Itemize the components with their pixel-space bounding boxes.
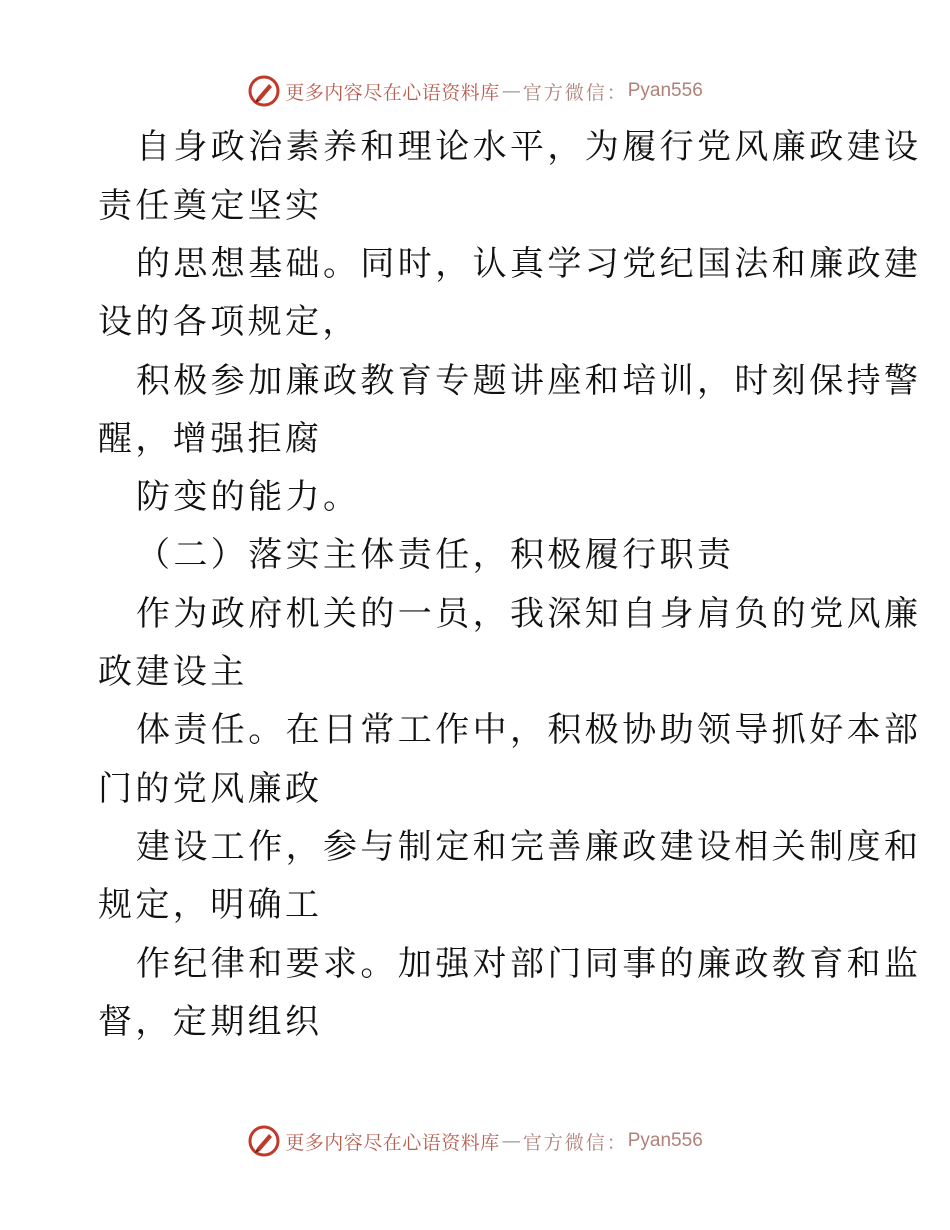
body-line: 政建设主 bbox=[98, 652, 248, 692]
body-line: 醒，增强拒腐 bbox=[98, 419, 323, 459]
body-line: 的思想基础。同时，认真学习党纪国法和廉政建 bbox=[136, 244, 922, 284]
wechat-label: 官方微信： bbox=[522, 81, 628, 104]
wechat-label: 官方微信： bbox=[522, 1131, 628, 1154]
banner-text: 更多内容尽在心语资料库 bbox=[285, 81, 500, 104]
banner-separator: — bbox=[501, 80, 521, 102]
body-line: 积极参加廉政教育专题讲座和培训，时刻保持警 bbox=[136, 361, 922, 401]
wechat-id: Pyan556 bbox=[627, 1130, 703, 1151]
body-line: 督，定期组织 bbox=[98, 1002, 323, 1042]
body-line: 作为政府机关的一员，我深知自身肩负的党风廉 bbox=[136, 594, 922, 634]
body-line: 责任奠定坚实 bbox=[98, 186, 323, 226]
footer-banner bbox=[0, 1121, 950, 1161]
body-line: 设的各项规定， bbox=[98, 302, 360, 342]
banner-separator: — bbox=[501, 1130, 521, 1152]
body-line: 建设工作，参与制定和完善廉政建设相关制度和 bbox=[136, 827, 922, 867]
banner-text: 更多内容尽在心语资料库 bbox=[285, 1131, 500, 1154]
pen-logo-icon bbox=[247, 74, 281, 108]
body-line: 门的党风廉政 bbox=[98, 769, 323, 809]
body-line: 自身政治素养和理论水平，为履行党风廉政建设 bbox=[136, 127, 922, 167]
pen-logo-icon bbox=[247, 1124, 281, 1158]
header-banner bbox=[0, 71, 950, 111]
body-line: 防变的能力。 bbox=[136, 477, 361, 517]
body-line: 体责任。在日常工作中，积极协助领导抓好本部 bbox=[136, 710, 922, 750]
wechat-id: Pyan556 bbox=[627, 80, 703, 101]
body-line: 作纪律和要求。加强对部门同事的廉政教育和监 bbox=[136, 944, 922, 984]
body-line: 规定，明确工 bbox=[98, 885, 323, 925]
section-heading: （二）落实主体责任，积极履行职责 bbox=[136, 535, 735, 575]
